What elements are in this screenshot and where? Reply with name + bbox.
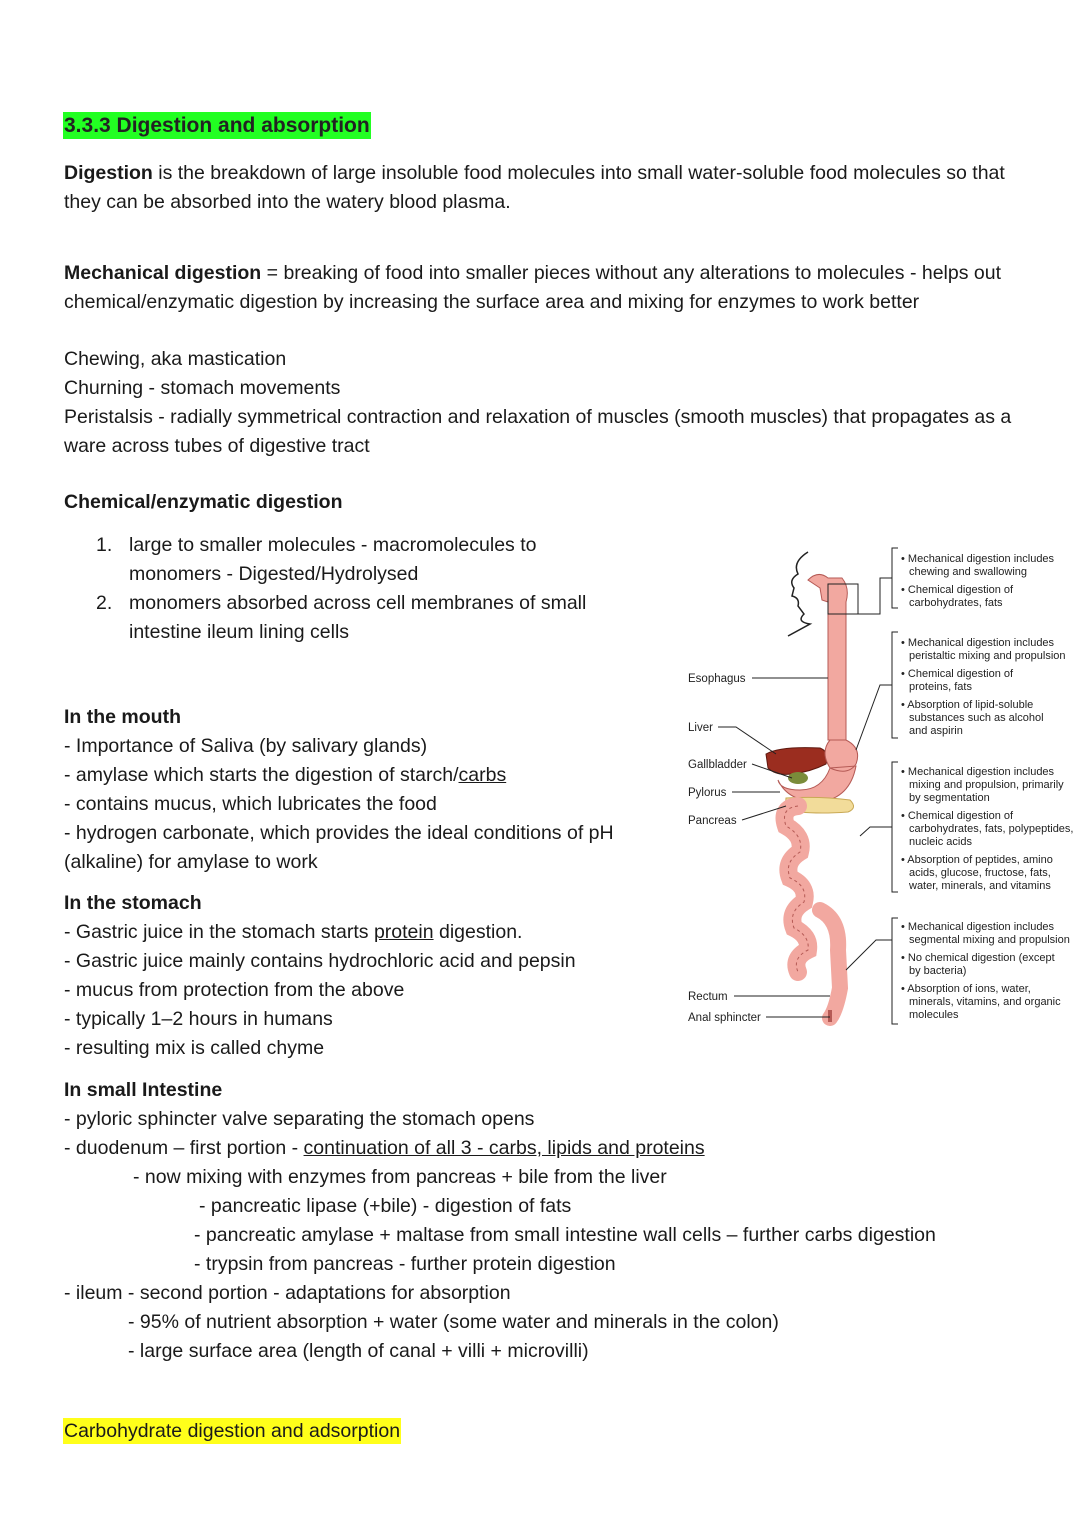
note-line: • Absorption of peptides, amino: [901, 854, 1053, 866]
note-line: • Absorption of ions, water,: [901, 983, 1031, 995]
notes-stomach: [901, 637, 1066, 737]
protein-underlined: protein: [373, 921, 434, 943]
mechanical-def-line1: = breaking of food into smaller pieces without any alterations to molecules - helps out: [261, 262, 1001, 284]
note-line: substances such as alcohol: [909, 712, 1044, 724]
note-line: • Mechanical digestion includes: [901, 921, 1055, 933]
carbs-underlined: carbs: [458, 764, 507, 786]
intestine-line: - trypsin from pancreas - further protein digestion: [194, 1253, 616, 1275]
note-line: minerals, vitamins, and organic: [909, 996, 1061, 1008]
list-item: Chewing, aka mastication: [64, 348, 287, 370]
small-intestine-section: [64, 1076, 1054, 1366]
intestine-line: - now mixing with enzymes from pancreas + bile from the liver: [133, 1166, 667, 1188]
leader-line: [718, 727, 776, 754]
digestion-def-line1: is the breakdown of large insoluble food molecules into small water-soluble food molecules so that: [152, 162, 1005, 184]
carbohydrate-heading: [63, 1420, 401, 1443]
head-outline: [788, 552, 810, 636]
continuation-underlined: continuation of all 3 - carbs, lipids and proteins: [303, 1137, 705, 1159]
step-line: intestine ileum lining cells: [129, 621, 350, 643]
mouth-heading: In the mouth: [64, 706, 181, 728]
notes-large-intestine: [901, 921, 1070, 1021]
stomach-line: - Gastric juice in the stomach starts: [64, 921, 374, 943]
leader-line: [856, 578, 892, 614]
intestine-line: - duodenum – first portion -: [64, 1137, 304, 1159]
stomach-section: [64, 889, 664, 1063]
intestine-line: - ileum - second portion - adaptations for absorption: [64, 1282, 511, 1304]
note-line: by bacteria): [909, 965, 967, 977]
list-item: Churning - stomach movements: [64, 377, 341, 399]
step-line: monomers absorbed across cell membranes of small: [129, 592, 587, 614]
section-heading: [63, 114, 371, 138]
bracket-mouth: [892, 548, 898, 608]
intestine-line: - 95% of nutrient absorption + water (some water and minerals in the colon): [128, 1311, 779, 1333]
stomach-line: - Gastric juice mainly contains hydrochloric acid and pepsin: [64, 950, 576, 972]
liver-shape: [766, 748, 827, 775]
list-item: ware across tubes of digestive tract: [64, 435, 370, 457]
note-line: • Chemical digestion of: [901, 668, 1014, 680]
bracket-large-intestine: [892, 918, 898, 1024]
label-liver: Liver: [688, 722, 713, 734]
note-line: • Chemical digestion of: [901, 584, 1014, 596]
chemical-heading: Chemical/enzymatic digestion: [64, 491, 343, 513]
stomach-line: - resulting mix is called chyme: [64, 1037, 325, 1059]
label-pancreas: Pancreas: [688, 815, 737, 827]
mechanical-def-line2: chemical/enzymatic digestion by increasing the surface area and mixing for enzymes to work better: [64, 291, 920, 313]
note-line: chewing and swallowing: [909, 566, 1028, 578]
note-line: • Mechanical digestion includes: [901, 553, 1055, 565]
notes-mouth: [901, 553, 1055, 609]
bracket-stomach: [892, 632, 898, 738]
label-rectum: Rectum: [688, 991, 728, 1003]
label-pylorus: Pylorus: [688, 787, 727, 799]
carbohydrate-heading-highlight: Carbohydrate digestion and adsorption: [64, 1420, 401, 1442]
stomach-line: digestion.: [433, 921, 523, 943]
small-intestine-shape: [785, 806, 809, 972]
note-line: proteins, fats: [909, 681, 972, 693]
intestine-line: - pancreatic lipase (+bile) - digestion of fats: [199, 1195, 572, 1217]
large-intestine-shape: [820, 910, 840, 1018]
leader-line: [860, 827, 892, 836]
digestive-system-diagram: [680, 540, 1080, 1030]
step-number: 2.: [96, 592, 113, 614]
intestine-line: - large surface area (length of canal + villi + microvilli): [128, 1340, 589, 1362]
note-line: • No chemical digestion (except: [901, 952, 1055, 964]
chemical-steps: [64, 531, 624, 647]
label-anal-sphincter: Anal sphincter: [688, 1012, 761, 1024]
note-line: • Mechanical digestion includes: [901, 766, 1055, 778]
stomach-heading: In the stomach: [64, 892, 202, 914]
stomach-line: - mucus from protection from the above: [64, 979, 405, 1001]
note-line: acids, glucose, fructose, fats,: [909, 867, 1051, 879]
step-number: 1.: [96, 534, 113, 556]
mouth-section: [64, 703, 664, 877]
note-line: carbohydrates, fats: [909, 597, 1003, 609]
mouth-line: - hydrogen carbonate, which provides the ideal conditions of pH: [64, 822, 614, 844]
step-line: monomers - Digested/Hydrolysed: [129, 563, 419, 585]
label-gallbladder: Gallbladder: [688, 759, 747, 771]
note-line: • Absorption of lipid-soluble: [901, 699, 1034, 711]
mouth-line: (alkaline) for amylase to work: [64, 851, 318, 873]
list-item: [64, 589, 624, 647]
step-line: large to smaller molecules - macromolecules to: [129, 534, 537, 556]
note-line: nucleic acids: [909, 836, 972, 848]
intestine-line: - pyloric sphincter valve separating the stomach opens: [64, 1108, 535, 1130]
note-line: mixing and propulsion, primarily: [909, 779, 1064, 791]
mechanical-definition: [64, 259, 1054, 317]
list-item: [64, 531, 624, 589]
mouth-line: - contains mucus, which lubricates the food: [64, 793, 437, 815]
leader-line: [856, 685, 892, 750]
note-line: and aspirin: [909, 725, 963, 737]
note-line: water, minerals, and vitamins: [909, 880, 1051, 892]
heading-highlight: 3.3.3 Digestion and absorption: [64, 114, 370, 137]
intestine-line: - pancreatic amylase + maltase from small intestine wall cells – further carbs digestion: [194, 1224, 936, 1246]
note-line: peristaltic mixing and propulsion: [909, 650, 1066, 662]
note-line: by segmentation: [909, 792, 990, 804]
note-line: molecules: [909, 1009, 959, 1021]
mechanical-list: [64, 345, 1054, 461]
mouth-line: - Importance of Saliva (by salivary glands): [64, 735, 428, 757]
list-item: Peristalsis - radially symmetrical contraction and relaxation of muscles (smooth muscles) that propagates as a: [64, 406, 1012, 428]
digestion-definition: [64, 159, 1054, 217]
bracket-small-intestine: [892, 762, 898, 892]
note-line: • Mechanical digestion includes: [901, 637, 1055, 649]
note-line: segmental mixing and propulsion: [909, 934, 1070, 946]
notes-small-intestine: [901, 766, 1073, 892]
mechanical-term: Mechanical digestion: [64, 262, 262, 284]
mouth-line: - amylase which starts the digestion of starch/: [64, 764, 459, 786]
note-line: • Chemical digestion of: [901, 810, 1014, 822]
leader-line: [846, 940, 892, 970]
digestion-def-line2: they can be absorbed into the watery blood plasma.: [64, 191, 511, 213]
label-esophagus: Esophagus: [688, 673, 746, 685]
stomach-line: - typically 1–2 hours in humans: [64, 1008, 333, 1030]
digestion-term: Digestion: [64, 162, 153, 184]
small-intestine-heading: In small Intestine: [64, 1079, 223, 1101]
note-line: carbohydrates, fats, polypeptides,: [909, 823, 1074, 835]
